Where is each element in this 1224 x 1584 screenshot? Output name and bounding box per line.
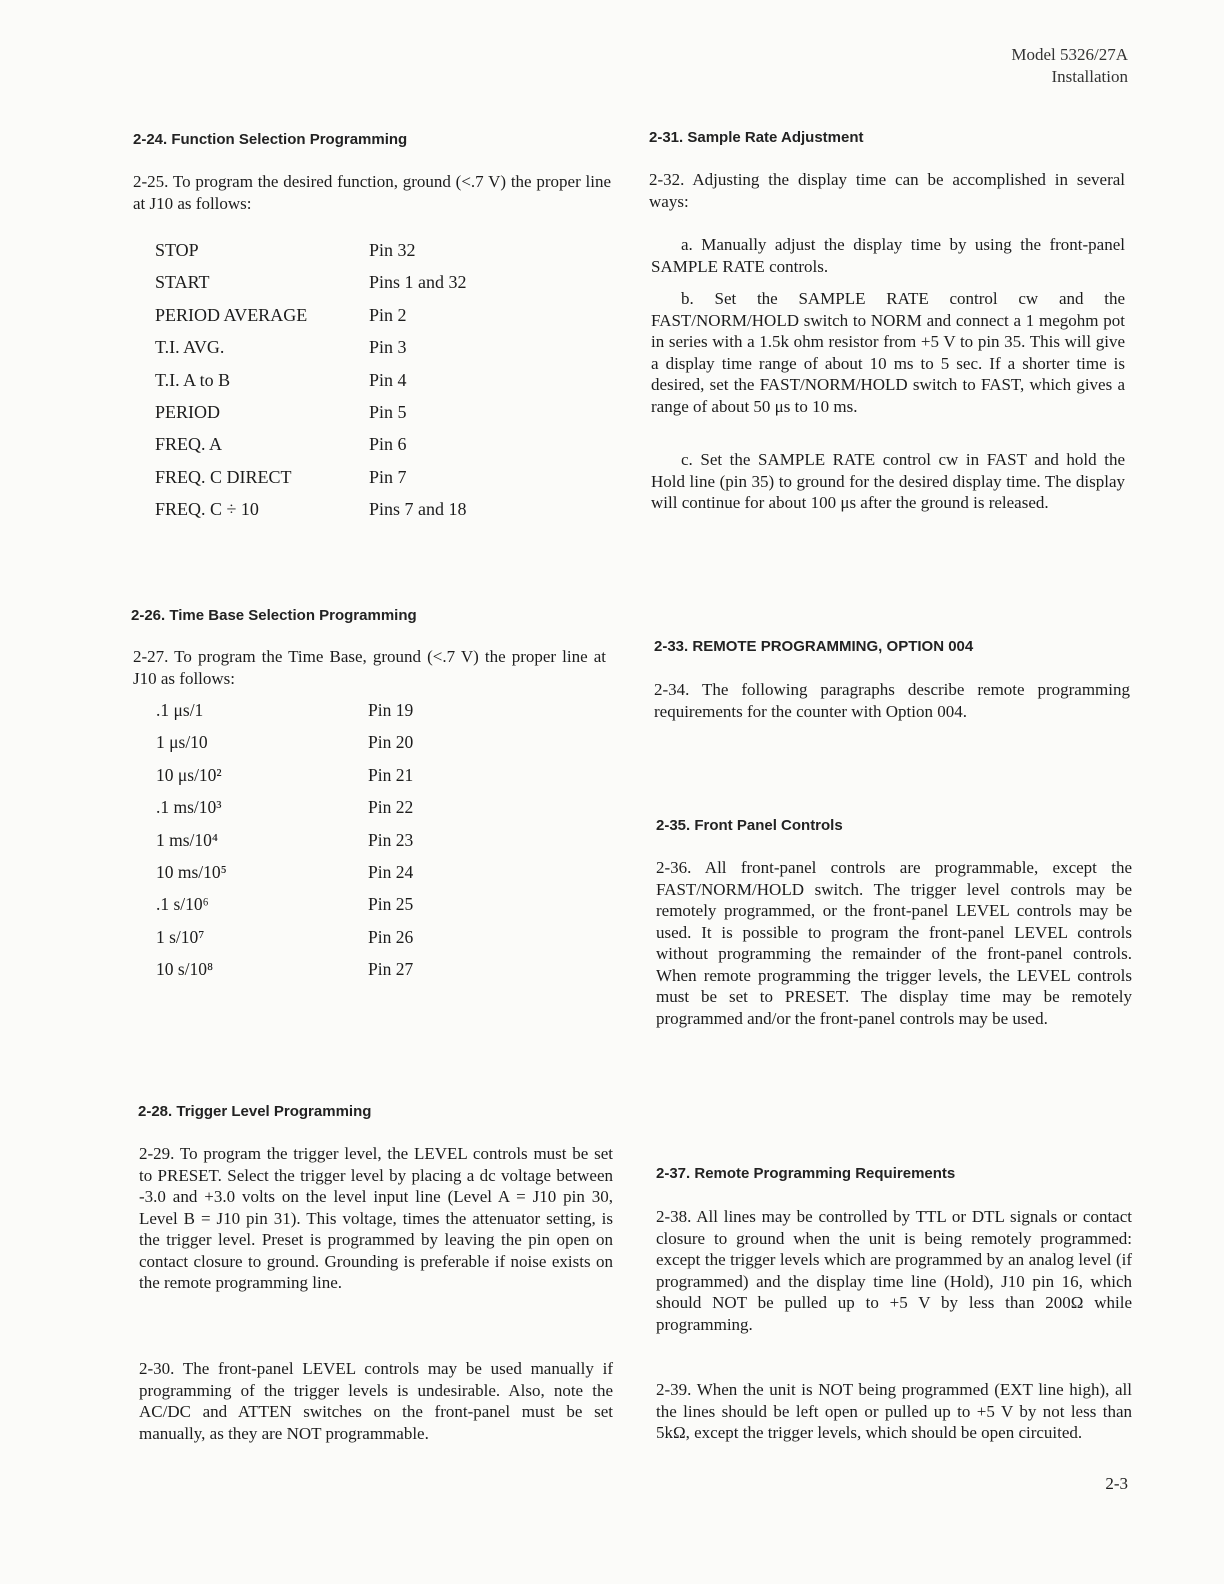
table-row	[156, 959, 606, 991]
heading-2-31: 2-31. Sample Rate Adjustment	[649, 129, 864, 146]
pin-value: Pins 7 and 18	[369, 499, 467, 520]
pin-value: Pin 22	[368, 797, 414, 818]
time-base-name: 10 μs/10²	[156, 764, 222, 785]
heading-2-28: 2-28. Trigger Level Programming	[138, 1103, 372, 1120]
pin-value: Pin 4	[369, 369, 407, 390]
function-name: T.I. AVG.	[155, 337, 225, 358]
table-row	[155, 272, 615, 304]
pin-value: Pin 32	[369, 240, 416, 260]
heading-2-33: 2-33. REMOTE PROGRAMMING, OPTION 004	[654, 638, 974, 655]
pin-value: Pin 24	[368, 861, 414, 882]
item-a: a. Manually adjust the display time by using the front-panel SAMPLE RATE controls.	[651, 235, 1125, 276]
item-b: b. Set the SAMPLE RATE control cw and the FAST/NORM/HOLD switch to NORM and connect a 1 megohm pot in series with a 1.5k ohm resistor from +5 V to pin 35. This will give a display time range of about 10 ms to 5 sec. If a shorter time is desired, set the FAST/NORM/HOLD switch to FAST, which gives a range of about 50 μs to 10 ms.	[651, 289, 1125, 416]
para-2-36: 2-36. All front-panel controls are programmable, except the FAST/NORM/HOLD switch. The trigger level controls may be remotely programmed, or the front-panel LEVEL controls may be used. It is possible to program the front-panel LEVEL controls without programming the remainder of the front-panel controls. When remote programming the trigger levels, the LEVEL controls must be set to PRESET. The display time may be remotely programmed and/or the front-panel controls may be used.	[656, 858, 1132, 1028]
time-base-name: 1 ms/10⁴	[156, 829, 219, 850]
function-name: START	[155, 272, 210, 293]
time-base-name: .1 s/10⁶	[156, 894, 209, 915]
table-row	[156, 927, 606, 959]
function-pin-table	[155, 240, 615, 532]
pin-value: Pin 21	[368, 764, 414, 785]
time-base-name: .1 μs/1	[156, 700, 204, 720]
pin-value: Pin 2	[369, 304, 407, 325]
table-row	[155, 402, 615, 434]
pin-value: Pin 6	[369, 434, 407, 455]
table-row	[155, 305, 615, 337]
table-row	[155, 467, 615, 499]
heading-2-26: 2-26. Time Base Selection Programming	[131, 607, 417, 624]
time-base-pin-table	[156, 700, 606, 992]
para-2-25: 2-25. To program the desired function, ground (<.7 V) the proper line at J10 as follows:	[133, 172, 611, 213]
table-row	[156, 797, 606, 829]
function-name: PERIOD	[155, 401, 221, 422]
pin-value: Pin 19	[368, 700, 414, 720]
pin-value: Pin 7	[369, 466, 407, 487]
para-2-27: 2-27. To program the Time Base, ground (<.7 V) the proper line at J10 as follows:	[133, 647, 606, 688]
table-row	[156, 700, 606, 732]
pin-value: Pin 5	[369, 401, 407, 422]
pin-value: Pin 3	[369, 337, 407, 358]
function-name: FREQ. A	[155, 434, 223, 455]
table-row	[156, 732, 606, 764]
para-2-38: 2-38. All lines may be controlled by TTL or DTL signals or contact closure to ground when the unit is being remotely programmed: except the trigger levels which are programmed by an analog level (if programmed) and the display time line (Hold), J10 pin 16, which should NOT be pulled up to +5 V by less than 200Ω while programming.	[656, 1207, 1132, 1334]
function-name: FREQ. C ÷ 10	[155, 499, 259, 520]
heading-2-35: 2-35. Front Panel Controls	[656, 817, 843, 834]
item-c: c. Set the SAMPLE RATE control cw in FAST and hold the Hold line (pin 35) to ground for the desired display time. The display will continue for about 100 μs after the ground is released.	[651, 450, 1125, 512]
pin-value: Pin 20	[368, 732, 414, 753]
time-base-name: 10 ms/10⁵	[156, 861, 227, 882]
table-row	[155, 240, 615, 272]
table-row	[155, 337, 615, 369]
function-name: T.I. A to B	[155, 369, 231, 390]
table-row	[156, 765, 606, 797]
time-base-name: 1 μs/10	[156, 732, 208, 753]
time-base-name: .1 ms/10³	[156, 797, 222, 818]
pin-value: Pin 25	[368, 894, 414, 915]
time-base-name: 1 s/10⁷	[156, 926, 205, 947]
table-row	[156, 830, 606, 862]
table-row	[156, 862, 606, 894]
para-2-29: 2-29. To program the trigger level, the LEVEL controls must be set to PRESET. Select the trigger level by placing a dc voltage between -3.0 and +3.0 volts on the level input line (Level A = J10 pin 30, Level B = J10 pin 31). This voltage, times the attenuator setting, is the trigger level. Preset is programmed by leaving the pin open on contact closure to ground. Grounding is preferable if noise exists on the remote programming line.	[139, 1144, 613, 1292]
table-row	[156, 894, 606, 926]
table-row	[155, 434, 615, 466]
para-2-32: 2-32. Adjusting the display time can be accomplished in several ways:	[649, 170, 1125, 211]
para-2-30: 2-30. The front-panel LEVEL controls may be used manually if programming of the trigger levels is undesirable. Also, note the AC/DC and ATTEN switches on the front-panel must be set manually, as they are NOT programmable.	[139, 1359, 613, 1443]
function-name: STOP	[155, 240, 199, 260]
pin-value: Pin 23	[368, 829, 414, 850]
pin-value: Pin 27	[368, 959, 414, 980]
para-2-34: 2-34. The following paragraphs describe remote programming requirements for the counter with Option 004.	[654, 680, 1130, 721]
pin-value: Pin 26	[368, 926, 414, 947]
page-header	[1011, 44, 1128, 88]
pin-value: Pins 1 and 32	[369, 272, 467, 293]
heading-2-37: 2-37. Remote Programming Requirements	[656, 1165, 956, 1182]
table-row	[155, 499, 615, 531]
function-name: FREQ. C DIRECT	[155, 466, 292, 487]
function-name: PERIOD AVERAGE	[155, 304, 308, 325]
page-number: 2-3	[1105, 1474, 1128, 1493]
time-base-name: 10 s/10⁸	[156, 959, 214, 980]
section-label: Installation	[1051, 67, 1128, 86]
para-2-39: 2-39. When the unit is NOT being programmed (EXT line high), all the lines should be left open or pulled up to +5 V by not less than 5kΩ, except the trigger levels, which should be open circuited.	[656, 1380, 1132, 1442]
table-row	[155, 370, 615, 402]
model-label: Model 5326/27A	[1011, 45, 1128, 64]
heading-2-24: 2-24. Function Selection Programming	[133, 131, 408, 148]
